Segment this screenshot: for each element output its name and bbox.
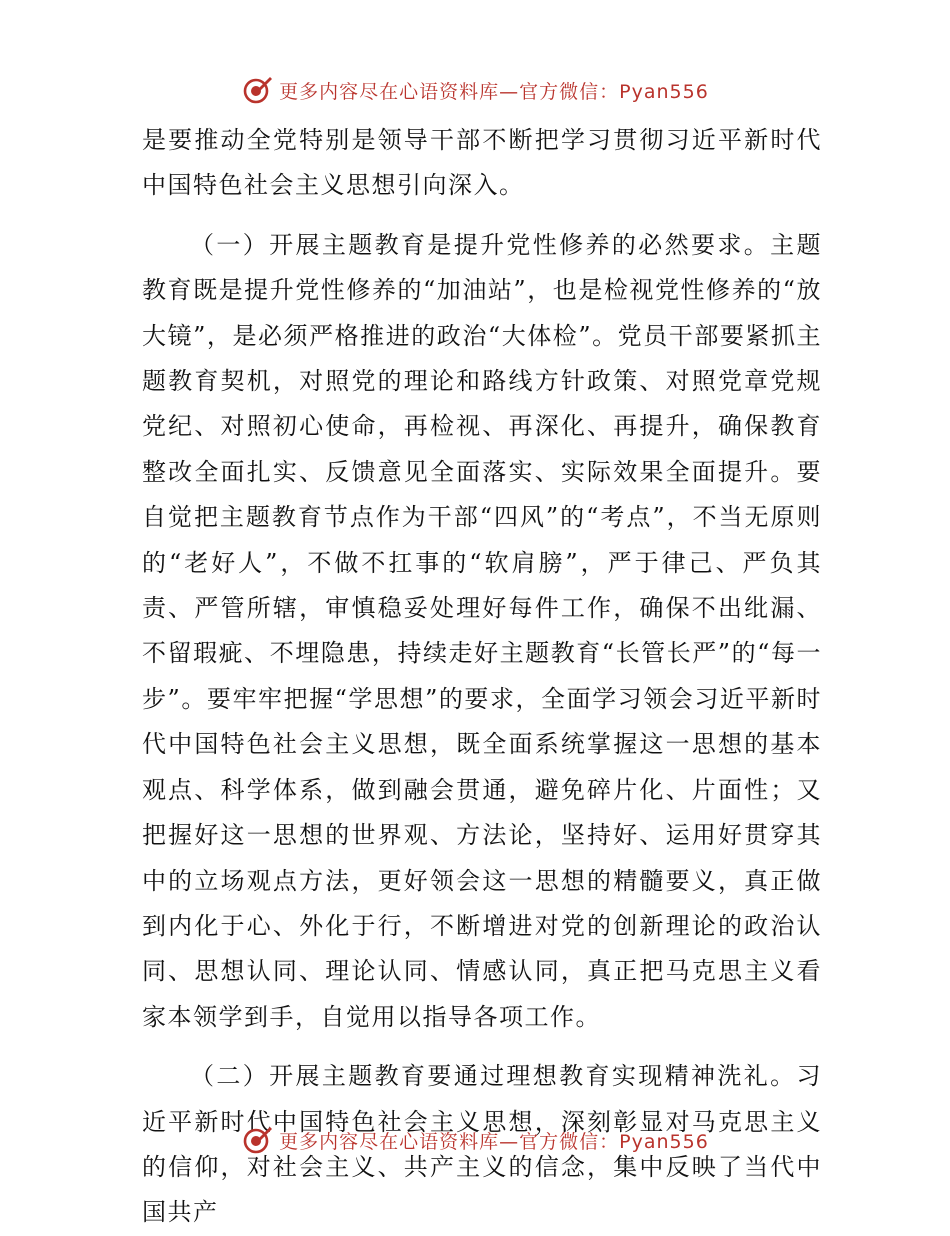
paragraph-continuation: 是要推动全党特别是领导干部不断把学习贯彻习近平新时代中国特色社会主义思想引向深入。 [142, 126, 822, 200]
document-body [142, 118, 822, 1236]
watermark-banner-top [0, 70, 950, 110]
watermark-text: 更多内容尽在心语资料库—官方微信：Pyan556 [279, 80, 709, 103]
pen-logo-icon [241, 1124, 273, 1156]
paragraph-section-2: （二）开展主题教育要通过理想教育实现精神洗礼。习近平新时代中国特色社会主义思想，深刻彰显对马克思主义的信仰，对社会主义、共产主义的信念，集中反映了当代中国共产 [142, 1062, 822, 1227]
watermark-text: 更多内容尽在心语资料库—官方微信：Pyan556 [279, 1130, 709, 1153]
paragraph-section-1: （一）开展主题教育是提升党性修养的必然要求。主题教育既是提升党性修养的“加油站”，也是检视党性修养的“放大镜”，是必须严格推进的政治“大体检”。党员干部要紧抓主题教育契机，对照党的理论和路线方针政策、对照党章党规党纪、对照初心使命，再检视、再深化、再提升，确保教育整改全面扎实、反馈意见全面落实、实际效果全面提升。要自觉把主题教育节点作为干部“四风”的“考点”，不当无原则的“老好人”，不做不扛事的“软肩膀”，严于律己、严负其责、严管所辖，审慎稳妥处理好每件工作，确保不出纰漏、不留瑕疵、不埋隐患，持续走好主题教育“长管长严”的“每一步”。要牢牢把握“学思想”的要求，全面学习领会习近平新时代中国特色社会主义思想，既全面系统掌握这一思想的基本观点、科学体系，做到融会贯通，避免碎片化、片面性；又把握好这一思想的世界观、方法论，坚持好、运用好贯穿其中的立场观点方法，更好领会这一思想的精髓要义，真正做到内化于心、外化于行，不断增进对党的创新理论的政治认同、思想认同、理论认同、情感认同，真正把马克思主义看家本领学到手，自觉用以指导各项工作。 [142, 230, 822, 1031]
pen-logo-icon [241, 74, 273, 106]
watermark-banner-bottom [0, 1120, 950, 1160]
